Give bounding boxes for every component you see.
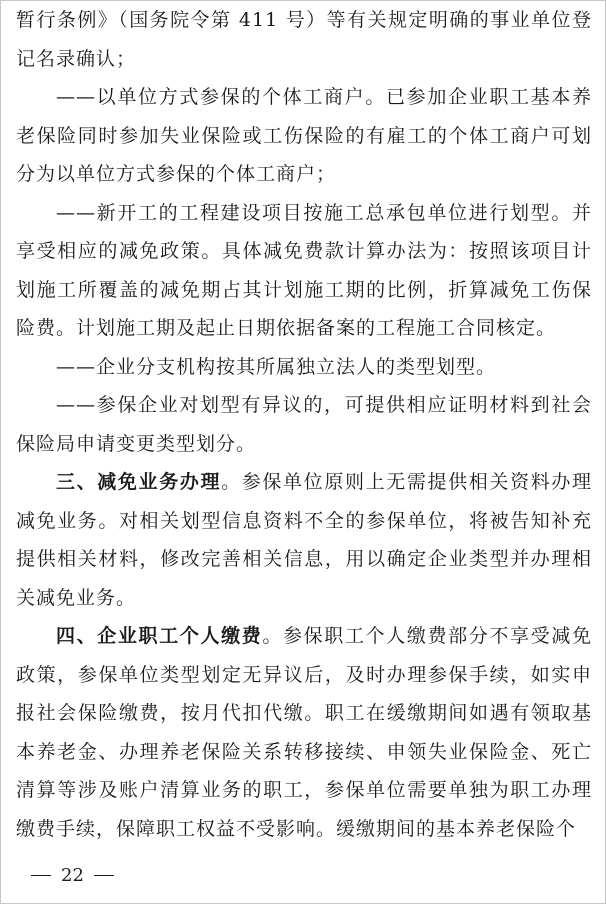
- paragraph-text: ——新开工的工程建设项目按施工总承包单位进行划型。并享受相应的减免政策。具体减免费款计算办法为：按照该项目计划施工所覆盖的减免期占其计划施工期的比例，折算减免工伤保险费。计划施工期及起止日期依据备案的工程施工合同核定。: [16, 201, 592, 339]
- page-footer: [31, 865, 114, 886]
- paragraph-text: ——参保企业对划型有异议的，可提供相应证明材料到社会保险局申请变更类型划分。: [16, 394, 592, 455]
- paragraph-text: 。参保职工个人缴费部分不享受减免政策，参保单位类型划定无异议后，及时办理参保手续，如实申报社会保险缴费，按月代扣代缴。职工在缓缴期间如遇有领取基本养老金、办理养老保险关系转移接续、申领失业保险金、死亡清算等涉及账户清算业务的职工，参保单位需要单独为职工办理缴费手续，保障职工权益不受影响。缓缴期间的基本养老保险个: [16, 625, 592, 840]
- paragraph-continuation: [16, 1, 592, 78]
- paragraph-objection: [16, 386, 592, 463]
- footer-dash-right: [94, 875, 114, 876]
- paragraph-construction-project: [16, 194, 592, 348]
- section-heading: 三、减免业务办理: [56, 471, 222, 493]
- paragraph-text: 暂行条例》（国务院令第 411 号）等有关规定明确的事业单位登记名录确认；: [16, 9, 592, 70]
- document-body: [16, 1, 592, 848]
- paragraph-text: ——以单位方式参保的个体工商户。已参加企业职工基本养老保险同时参加失业保险或工伤保险的有雇工的个体工商户可划分为以单位方式参保的个体工商户；: [16, 86, 592, 185]
- paragraph-section-3: [16, 463, 592, 617]
- footer-dash-left: [31, 875, 51, 876]
- paragraph-text: 。参保单位原则上无需提供相关资料办理减免业务。对相关划型信息资料不全的参保单位，将被告知补充提供相关材料，修改完善相关信息，用以确定企业类型并办理相关减免业务。: [16, 471, 592, 609]
- paragraph-section-4: [16, 617, 592, 848]
- paragraph-text: ——企业分支机构按其所属独立法人的类型划型。: [56, 355, 497, 378]
- page-number: 22: [61, 865, 84, 886]
- paragraph-sole-proprietor: [16, 78, 592, 194]
- paragraph-branch-office: [16, 348, 592, 387]
- section-heading: 四、企业职工个人缴费: [56, 625, 263, 647]
